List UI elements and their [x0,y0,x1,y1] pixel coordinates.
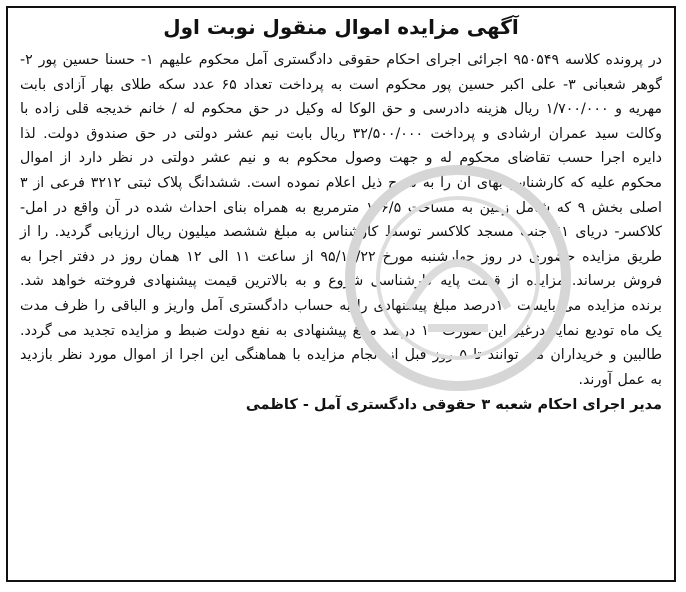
notice-title: آگهی مزایده اموال منقول نوبت اول [163,15,519,39]
notice-signature: مدیر اجرای احکام شعبه ۳ حقوقی دادگستری آمل - کاظمی [245,397,662,414]
notice-body: در پرونده کلاسه ۹۵۰۵۴۹ اجرائی اجرای احکام حقوقی دادگستری آمل محکوم علیهم ۱- حسنا حسین پور ۲- گوهر شعبانی ۳- علی اکبر حسین پور محکوم است به پرداخت تعداد ۶۵ عدد سکه طلای بهار آزادی بابت مهریه و ۱/۷۰۰/۰۰۰ ریال هزینه دادرسی و حق الوکا له وکیل در حق محکوم له / خانم خدیجه قلی زاده با وکالت سید عمران ارشادی و پرداخت ۳۲/۵۰۰/۰۰۰ ریال بابت نیم عشر دولتی در حق صندوق دولت. لذا دایره اجرا حسب تقاضای محکوم له و جهت وصول محکوم به و نیم عشر دولتی در نظر دارد از اموال محکوم علیه که کارشناس بهای آن را به شرح ذیل اعلام نموده است. ششدانگ پلاک ثبتی ۳۲۱۲ فرعی از ۳ اصلی بخش ۹ که شامل زمین به مساحت ۱۳۶/۵ مترمربع به همراه بنای احداث شده در آن واقع در امل-کلاکسر- دریای ۶۱ جنب مسجد کلاکسر توسط کارشناس به مبلغ ششصد میلیون ریال ارزیابی گردید. را از طریق مزایده حضوری در روز چهارشنبه مورخ ۹۵/۱۰/۲۲ از ساعت ۱۱ الی ۱۲ همان روز در دفتر اجرا به فروش برساند. مزایده از قیمت پایه کارشناسی شروع و به بالاترین قیمت پیشنهادی فروخته خواهد شد. برنده مزایده می بایست ۱۰درصد مبلغ پیشنهادی را به حساب دادگستری آمل واریز و الباقی را ظرف مدت یک ماه تودیع نماید درغیر این صورت ۱۰ درصد مبلغ پیشنهادی به نفع دولت ضبط و مزایده تجدید می گردد. طالبین و خریداران می توانند تا ۵ روز قبل از انجام مزایده با هماهنگی این اجرا از اموال مورد نظر بازدید به عمل آورند. [20,52,663,388]
notice-frame [6,6,676,582]
